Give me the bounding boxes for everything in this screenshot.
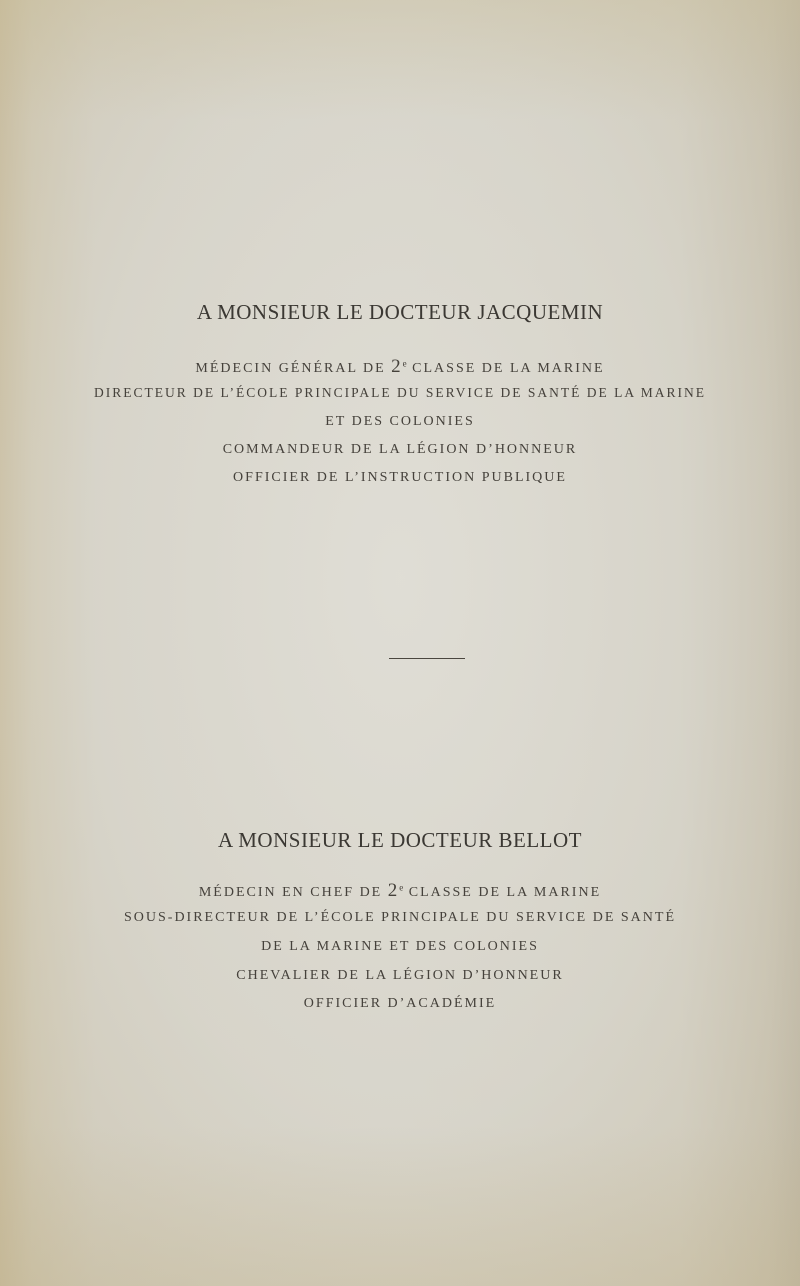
dedication-line: DIRECTEUR DE L’ÉCOLE PRINCIPALE DU SERVICE DE SANTÉ DE LA MARINE [94, 385, 706, 400]
dedication-line: OFFICIER D’ACADÉMIE [303, 996, 497, 1011]
dedication-title: A MONSIEUR LE DOCTEUR JACQUEMIN [196, 300, 604, 324]
dedication-line: ET DES COLONIES [325, 414, 475, 429]
dedication-bellot [0, 828, 800, 853]
dedication-line: DE LA MARINE ET DES COLONIES [261, 939, 539, 954]
dedication-line: COMMANDEUR DE LA LÉGION D’HONNEUR [222, 442, 578, 457]
paper-aging-bottom [0, 1126, 800, 1286]
paper-aging-top [0, 0, 800, 120]
dedication-title: A MONSIEUR LE DOCTEUR BELLOT [218, 828, 582, 852]
section-divider [389, 658, 465, 659]
dedication-line: SOUS-DIRECTEUR DE L’ÉCOLE PRINCIPALE DU SERVICE DE SANTÉ [123, 910, 677, 925]
dedication-jacquemin [0, 300, 800, 325]
dedication-line: CHEVALIER DE LA LÉGION D’HONNEUR [236, 968, 564, 983]
dedication-line: MÉDECIN EN CHEF DE 2e CLASSE DE LA MARINE [198, 880, 602, 901]
dedication-line: OFFICIER DE L’INSTRUCTION PUBLIQUE [233, 470, 567, 485]
dedication-line: MÉDECIN GÉNÉRAL DE 2e CLASSE DE LA MARINE [195, 356, 605, 377]
